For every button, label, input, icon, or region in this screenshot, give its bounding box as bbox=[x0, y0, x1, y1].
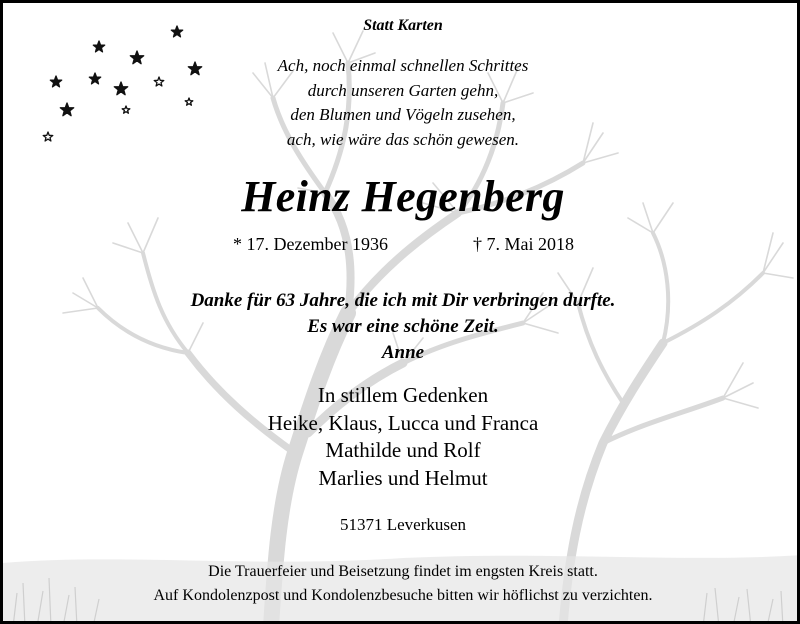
poem-line: den Blumen und Vögeln zusehen, bbox=[290, 105, 516, 124]
city-label: 51371 Leverkusen bbox=[339, 515, 467, 534]
poem-line: ach, wie wäre das schön gewesen. bbox=[286, 129, 520, 149]
poem-line: Ach, noch einmal schnellen Schrittes bbox=[277, 56, 529, 75]
hand-drawn-star-icon bbox=[93, 41, 104, 52]
mourners-list bbox=[3, 382, 800, 492]
thanks-line: Es war eine schöne Zeit. bbox=[307, 316, 499, 337]
mourner-entry: Marlies und Helmut bbox=[318, 465, 488, 490]
funeral-line: Die Trauerfeier und Beisetzung findet im engsten Kreis statt. bbox=[208, 563, 598, 580]
thanks-message bbox=[3, 288, 800, 366]
thanks-signature: Anne bbox=[381, 342, 425, 363]
poem-text bbox=[3, 54, 800, 152]
mourners-intro: In stillem Gedenken bbox=[317, 383, 489, 407]
mourner-entry: Heike, Klaus, Lucca und Franca bbox=[267, 410, 539, 435]
header-label: Statt Karten bbox=[363, 17, 443, 34]
thanks-line: Danke für 63 Jahre, die ich mit Dir verbringen durfte. bbox=[190, 290, 616, 311]
mourner-entry: Mathilde und Rolf bbox=[325, 438, 481, 462]
funeral-notice bbox=[3, 560, 800, 608]
deceased-name: Heinz Hegenberg bbox=[241, 172, 565, 221]
funeral-line: Auf Kondolenzpost und Kondolenzbesuche bitten wir höflichst zu verzichten. bbox=[153, 587, 653, 604]
death-date: † 7. Mai 2018 bbox=[473, 234, 574, 254]
birth-date: * 17. Dezember 1936 bbox=[233, 234, 388, 254]
poem-line: durch unseren Garten gehn, bbox=[307, 80, 499, 100]
